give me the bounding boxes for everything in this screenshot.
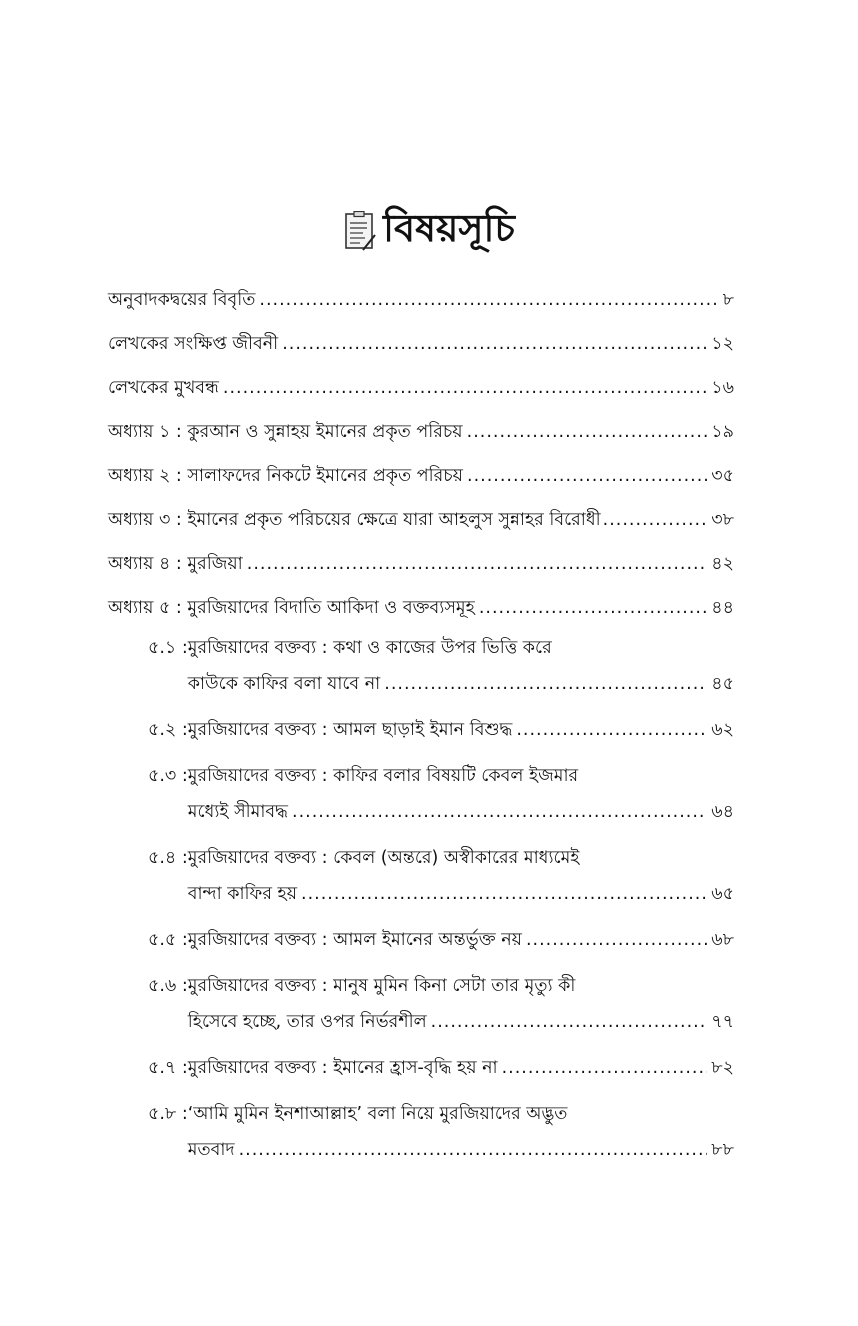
dot-leader bbox=[479, 594, 707, 622]
dot-leader bbox=[282, 330, 707, 358]
toc-subentry[interactable] bbox=[148, 1050, 734, 1086]
toc-subentry[interactable] bbox=[148, 712, 734, 748]
subentry-line2: মুরজিয়াদের বক্তব্য : আমল ছাড়াই ইমান বিশুদ্ধ bbox=[187, 720, 513, 740]
subentry-line1: মুরজিয়াদের বক্তব্য : কথা ও কাজের উপর ভিত্তি করে bbox=[187, 638, 552, 658]
subentry-line1: ‘আমি মুমিন ইনশাআল্লাহ’ বলা নিয়ে মুরজিয়াদের অদ্ভুত bbox=[187, 1104, 568, 1124]
toc-entry-label: অধ্যায় ৩ : ইমানের প্রকৃত পরিচয়ের ক্ষেত্রে যারা আহলুস সুন্নাহর বিরোধী bbox=[108, 510, 601, 530]
dot-leader bbox=[301, 876, 707, 912]
subentry-number: ৫.৭ : bbox=[148, 1058, 188, 1078]
subentry-number: ৫.৫ : bbox=[148, 930, 188, 950]
subentry-number: ৫.৮ : bbox=[148, 1104, 188, 1124]
toc-entry-page: ৪৪ bbox=[711, 598, 734, 618]
toc-entry-label: অধ্যায় ২ : সালাফদের নিকটে ইমানের প্রকৃত পরিচয় bbox=[108, 466, 463, 486]
toc-entry-page: ১২ bbox=[711, 334, 734, 354]
table-of-contents bbox=[108, 286, 734, 1178]
subentry-line2: মুরজিয়াদের বক্তব্য : আমল ইমানের অন্তর্ভুক্ত নয় bbox=[187, 930, 522, 950]
subentry-number: ৫.১ : bbox=[148, 638, 188, 658]
toc-entry-label: অনুবাদকদ্বয়ের বিবৃতি bbox=[108, 290, 256, 310]
subentry-number: ৫.৬ : bbox=[148, 976, 188, 996]
subentry-page: ৮২ bbox=[711, 1058, 734, 1078]
subentry-number: ৫.৪ : bbox=[148, 848, 188, 868]
subentry-line1: মুরজিয়াদের বক্তব্য : মানুষ মুমিন কিনা সেটা তার মৃত্যু কী bbox=[187, 976, 576, 996]
dot-leader bbox=[467, 462, 707, 490]
toc-subentry[interactable] bbox=[148, 922, 734, 958]
dot-leader bbox=[502, 1050, 708, 1086]
toc-subentry[interactable] bbox=[148, 758, 734, 830]
toc-entry-label: অধ্যায় ৪ : মুরজিয়া bbox=[108, 554, 243, 574]
toc-entry[interactable] bbox=[108, 506, 734, 534]
subentry-page: ৮৮ bbox=[711, 1140, 734, 1160]
toc-entry[interactable] bbox=[108, 550, 734, 578]
subentry-line2: কাউকে কাফির বলা যাবে না bbox=[187, 674, 381, 694]
toc-subentry[interactable] bbox=[148, 1096, 734, 1168]
subentry-line2: বান্দা কাফির হয় bbox=[187, 884, 298, 904]
toc-subentry[interactable] bbox=[148, 968, 734, 1040]
toc-entry-page: ৩৫ bbox=[711, 466, 734, 486]
subentry-number: ৫.২ : bbox=[148, 720, 188, 740]
toc-entry-page: ৪২ bbox=[711, 554, 734, 574]
toc-entry[interactable] bbox=[108, 374, 734, 402]
subentry-page: ৬৫ bbox=[711, 884, 734, 904]
dot-leader bbox=[526, 922, 707, 958]
toc-entry-page: ৮ bbox=[722, 290, 734, 310]
toc-subentry[interactable] bbox=[148, 840, 734, 912]
subentry-page: ৬৪ bbox=[711, 802, 734, 822]
page-title-block bbox=[0, 198, 858, 258]
toc-entry-label: অধ্যায় ৫ : মুরজিয়াদের বিদাতি আকিদা ও বক্তব্যসমূহ bbox=[108, 598, 475, 618]
subentry-page: ৪৫ bbox=[711, 674, 734, 694]
page-title: বিষয়সূচি bbox=[383, 206, 515, 250]
toc-entry[interactable] bbox=[108, 462, 734, 490]
subentry-line2: মধ্যেই সীমাবদ্ধ bbox=[187, 802, 288, 822]
toc-entry[interactable] bbox=[108, 594, 734, 622]
dot-leader bbox=[431, 1004, 708, 1040]
toc-entry-page: ১৯ bbox=[711, 422, 734, 442]
subentry-line2: মতবাদ bbox=[187, 1140, 235, 1160]
subentry-page: ৬২ bbox=[711, 720, 734, 740]
subentry-line1: মুরজিয়াদের বক্তব্য : কাফির বলার বিষয়টি কেবল ইজমার bbox=[187, 766, 579, 786]
dot-leader bbox=[292, 794, 707, 830]
toc-entry[interactable] bbox=[108, 286, 734, 314]
subentry-line2: মুরজিয়াদের বক্তব্য : ইমানের হ্রাস-বৃদ্ধি হয় না bbox=[187, 1058, 498, 1078]
toc-entry[interactable] bbox=[108, 418, 734, 446]
subentry-line2: হিসেবে হচ্ছে, তার ওপর নির্ভরশীল bbox=[187, 1012, 427, 1032]
toc-entry-label: লেখকের মুখবন্ধ bbox=[108, 378, 219, 398]
dot-leader bbox=[239, 1132, 708, 1168]
toc-entry-page: ৩৮ bbox=[711, 510, 734, 530]
dot-leader bbox=[259, 286, 718, 314]
dot-leader bbox=[467, 418, 708, 446]
toc-entry-label: অধ্যায় ১ : কুরআন ও সুন্নাহয় ইমানের প্রকৃত পরিচয় bbox=[108, 422, 463, 442]
dot-leader bbox=[384, 666, 707, 702]
subentry-number: ৫.৩ : bbox=[148, 766, 188, 786]
subentry-page: ৭৭ bbox=[711, 1012, 734, 1032]
subentry-page: ৬৮ bbox=[711, 930, 734, 950]
list-document-icon bbox=[343, 211, 377, 253]
toc-entry-label: লেখকের সংক্ষিপ্ত জীবনী bbox=[108, 334, 279, 354]
toc-entry-page: ১৬ bbox=[711, 378, 734, 398]
subentry-line1: মুরজিয়াদের বক্তব্য : কেবল (অন্তরে) অস্বীকারের মাধ্যমেই bbox=[187, 848, 580, 868]
toc-entry[interactable] bbox=[108, 330, 734, 358]
dot-leader bbox=[516, 712, 707, 748]
dot-leader bbox=[223, 374, 707, 402]
dot-leader bbox=[603, 506, 710, 534]
toc-subentry[interactable] bbox=[148, 630, 734, 702]
dot-leader bbox=[247, 550, 708, 578]
